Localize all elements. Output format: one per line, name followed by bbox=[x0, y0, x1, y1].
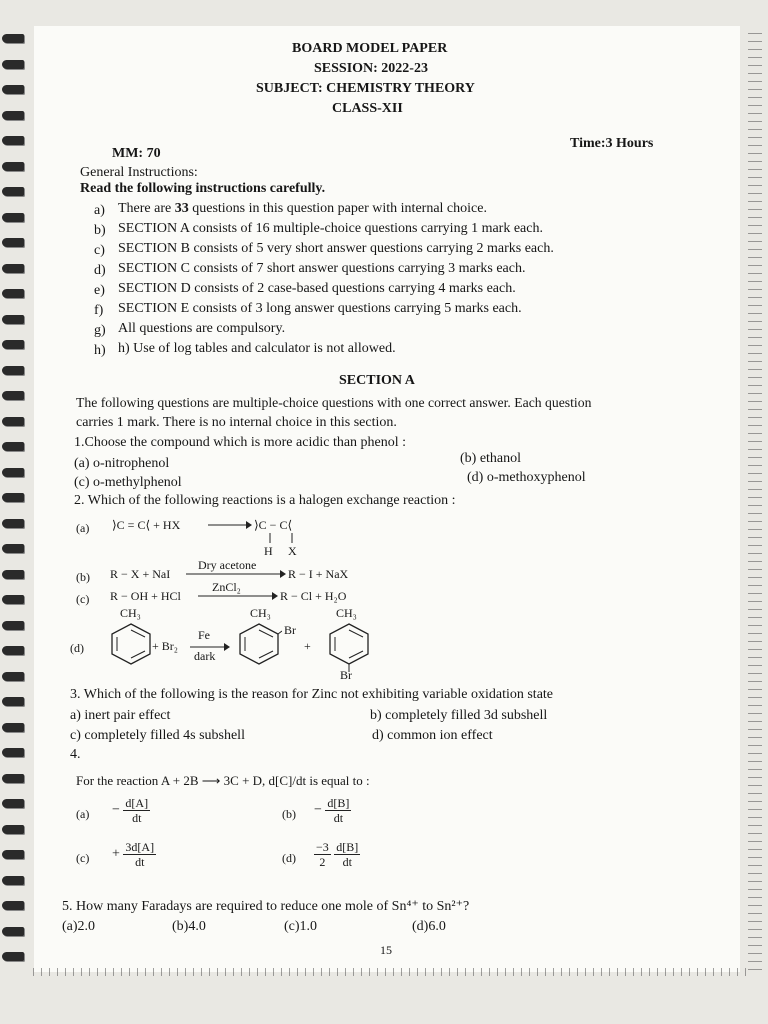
binding-ring bbox=[2, 417, 24, 426]
session: SESSION: 2022-23 bbox=[314, 61, 428, 76]
binding-ring bbox=[2, 748, 24, 757]
binding-ring bbox=[2, 315, 24, 324]
binding-ring bbox=[2, 799, 24, 808]
instruction-text: SECTION C consists of 7 short answer questions carrying 3 marks each. bbox=[118, 261, 526, 276]
q2-d-label: (d) bbox=[70, 641, 84, 655]
page-number: 15 bbox=[380, 943, 392, 957]
binding-ring bbox=[2, 468, 24, 477]
reaction-arrow-icon bbox=[198, 591, 278, 601]
benzene-ring-icon bbox=[108, 622, 154, 666]
q2-c-reactant: R − OH + HCl bbox=[110, 589, 181, 603]
reaction-arrow-icon bbox=[186, 569, 286, 579]
q2-d-ch3: CH₃ bbox=[250, 606, 271, 620]
q4-d-expression: $\frac{-3}{2}$ $\frac{d[B]}{dt}$ bbox=[316, 840, 359, 869]
binding-ring bbox=[2, 850, 24, 859]
right-edge-border bbox=[748, 30, 762, 970]
instruction-text: All questions are compulsory. bbox=[118, 321, 286, 336]
q2-c-label: (c) bbox=[76, 592, 90, 606]
benzene-ring-icon bbox=[236, 622, 282, 666]
spiral-binding bbox=[0, 26, 34, 976]
bottom-edge-border bbox=[30, 968, 752, 976]
q2-b-product: R − I + NaX bbox=[288, 567, 349, 581]
q2-d-cond-bottom: dark bbox=[194, 649, 216, 663]
time: Time:3 Hours bbox=[570, 136, 654, 151]
instruction-text: There are 33 questions in this question paper with internal choice. bbox=[118, 201, 487, 216]
q1-option-b: (b) ethanol bbox=[460, 451, 522, 466]
q1-text: 1.Choose the compound which is more acidic than phenol : bbox=[74, 435, 407, 450]
q2-a-x: X bbox=[288, 544, 297, 558]
binding-ring bbox=[2, 85, 24, 94]
q4-b-label: (b) bbox=[282, 807, 296, 821]
binding-ring bbox=[2, 213, 24, 222]
q2-a-h: H bbox=[264, 544, 273, 558]
q4-text: For the reaction A + 2B ⟶ 3C + D, d[C]/dt is equal to : bbox=[76, 773, 370, 788]
instruction-text: SECTION B consists of 5 very short answer questions carrying 2 marks each. bbox=[118, 241, 554, 256]
binding-ring bbox=[2, 34, 24, 43]
section-a-intro-line1: The following questions are multiple-choice questions with one correct answer. Each question bbox=[76, 395, 592, 410]
q3-option-d: d) common ion effect bbox=[372, 728, 493, 743]
binding-ring bbox=[2, 697, 24, 706]
instruction-label: a) bbox=[94, 203, 105, 218]
binding-ring bbox=[2, 570, 24, 579]
q2-a-label: (a) bbox=[76, 521, 90, 535]
class: CLASS-XII bbox=[332, 101, 403, 116]
binding-ring bbox=[2, 340, 24, 349]
binding-ring bbox=[2, 238, 24, 247]
binding-ring bbox=[2, 876, 24, 885]
instruction-label: e) bbox=[94, 283, 105, 298]
q1-option-c: (c) o-methylphenol bbox=[74, 475, 182, 490]
binding-ring bbox=[2, 366, 24, 375]
q2-c-condition: ZnCl₂ bbox=[212, 580, 241, 594]
q2-d-br: Br bbox=[284, 623, 296, 637]
q3-option-c: c) completely filled 4s subshell bbox=[70, 728, 245, 743]
q2-text: 2. Which of the following reactions is a halogen exchange reaction : bbox=[74, 493, 456, 508]
binding-ring bbox=[2, 162, 24, 171]
binding-ring bbox=[2, 774, 24, 783]
q3-option-a: a) inert pair effect bbox=[70, 708, 171, 723]
instruction-label: d) bbox=[94, 263, 106, 278]
instruction-label: g) bbox=[94, 323, 106, 338]
binding-ring bbox=[2, 723, 24, 732]
q5-option-b: (b)4.0 bbox=[172, 919, 206, 934]
q2-b-label: (b) bbox=[76, 570, 90, 584]
q2-a-reactant: ⟩C = C⟨ + HX bbox=[112, 518, 181, 532]
reaction-arrow-icon bbox=[208, 520, 252, 530]
section-a-intro-line2: carries 1 mark. There is no internal choice in this section. bbox=[76, 415, 397, 430]
q4-a-expression: − $\frac{d[A]}{dt}$ bbox=[112, 796, 149, 825]
q4-a-label: (a) bbox=[76, 807, 90, 821]
q2-b-reactant: R − X + NaI bbox=[110, 567, 171, 581]
binding-ring bbox=[2, 544, 24, 553]
instruction-label: b) bbox=[94, 223, 106, 238]
binding-ring bbox=[2, 136, 24, 145]
q5-option-c: (c)1.0 bbox=[284, 919, 318, 934]
binding-ring bbox=[2, 595, 24, 604]
paper-title: BOARD MODEL PAPER bbox=[292, 41, 448, 56]
q2-a-product: ⟩C − C⟨ bbox=[254, 518, 293, 532]
instructions-read: Read the following instructions carefully. bbox=[80, 181, 326, 196]
binding-ring bbox=[2, 901, 24, 910]
q2-d-cond-top: Fe bbox=[198, 628, 210, 642]
binding-ring bbox=[2, 264, 24, 273]
binding-ring bbox=[2, 952, 24, 961]
binding-ring bbox=[2, 519, 24, 528]
instruction-text: SECTION E consists of 3 long answer questions carrying 5 marks each. bbox=[118, 301, 522, 316]
q2-d-ch3: CH₃ bbox=[120, 606, 141, 620]
q2-c-product: R − Cl + H₂O bbox=[280, 589, 347, 603]
q2-d-br: Br bbox=[340, 668, 352, 682]
binding-ring bbox=[2, 927, 24, 936]
q2-b-condition: Dry acetone bbox=[198, 558, 257, 572]
q4-c-expression: + $\frac{3d[A]}{dt}$ bbox=[112, 840, 155, 869]
binding-ring bbox=[2, 672, 24, 681]
q3-text: 3. Which of the following is the reason for Zinc not exhibiting variable oxidation state bbox=[70, 687, 554, 702]
q2-d-plus: + bbox=[304, 639, 311, 653]
binding-ring bbox=[2, 60, 24, 69]
q2-d-reagent: + Br₂ bbox=[152, 639, 178, 653]
subject: SUBJECT: CHEMISTRY THEORY bbox=[256, 81, 475, 96]
section-a-title: SECTION A bbox=[339, 373, 415, 388]
binding-ring bbox=[2, 111, 24, 120]
binding-ring bbox=[2, 391, 24, 400]
instruction-label: c) bbox=[94, 243, 105, 258]
q4-c-label: (c) bbox=[76, 851, 90, 865]
q4-d-label: (d) bbox=[282, 851, 296, 865]
instruction-label: h) bbox=[94, 343, 106, 358]
binding-ring bbox=[2, 493, 24, 502]
instructions-heading: General Instructions: bbox=[80, 165, 198, 180]
q1-option-a: (a) o-nitrophenol bbox=[74, 456, 170, 471]
binding-ring bbox=[2, 187, 24, 196]
q4-number: 4. bbox=[70, 747, 81, 762]
q4-b-expression: − $\frac{d[B]}{dt}$ bbox=[314, 796, 350, 825]
binding-ring bbox=[2, 646, 24, 655]
binding-ring bbox=[2, 825, 24, 834]
instruction-text: SECTION D consists of 2 case-based questions carrying 4 marks each. bbox=[118, 281, 516, 296]
binding-ring bbox=[2, 289, 24, 298]
q3-option-b: b) completely filled 3d subshell bbox=[370, 708, 548, 723]
instruction-text: SECTION A consists of 16 multiple-choice questions carrying 1 mark each. bbox=[118, 221, 543, 236]
q5-option-d: (d)6.0 bbox=[412, 919, 446, 934]
q2-d-ch3: CH₃ bbox=[336, 606, 357, 620]
binding-ring bbox=[2, 621, 24, 630]
q5-text: 5. How many Faradays are required to reduce one mole of Sn⁴⁺ to Sn²⁺? bbox=[62, 899, 470, 914]
instruction-text: h) Use of log tables and calculator is not allowed. bbox=[118, 341, 396, 356]
q1-option-d: (d) o-methoxyphenol bbox=[467, 470, 586, 485]
binding-ring bbox=[2, 442, 24, 451]
instruction-label: f) bbox=[94, 303, 104, 318]
q5-option-a: (a)2.0 bbox=[62, 919, 96, 934]
max-marks: MM: 70 bbox=[112, 146, 161, 161]
